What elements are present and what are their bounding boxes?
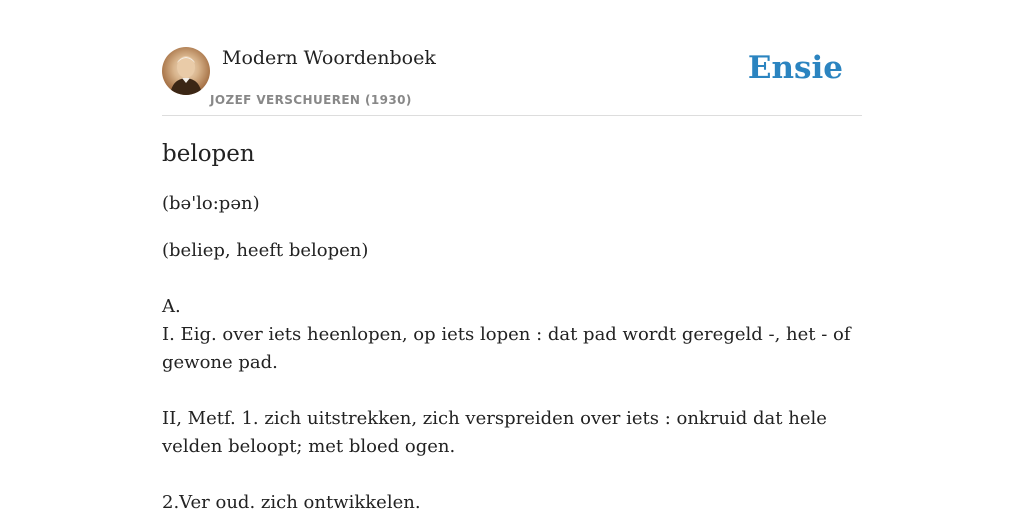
definition-section-ii <box>162 405 862 461</box>
entry-headword: belopen <box>162 141 255 167</box>
definition-text: I. Eig. over iets heenlopen, op iets lopen : dat pad wordt geregeld -, het - of gewone pad. <box>162 324 851 373</box>
entry-definition <box>162 293 862 512</box>
definition-text: 2.Ver oud. zich ontwikkelen. <box>162 492 421 512</box>
definition-section-a <box>162 293 862 377</box>
entry-forms: (beliep, heeft belopen) <box>162 240 369 261</box>
dictionary-header <box>162 46 862 116</box>
definition-section-2 <box>162 489 862 512</box>
section-label: A. <box>162 296 181 317</box>
author-avatar[interactable] <box>162 47 210 95</box>
ensie-logo[interactable]: Ensie <box>747 50 843 86</box>
book-author: JOZEF VERSCHUEREN (1930) <box>210 93 412 107</box>
entry-pronunciation: (bə'lo:pən) <box>162 193 260 214</box>
author-portrait-icon <box>162 47 210 95</box>
definition-text: II, Metf. 1. zich uitstrekken, zich verspreiden over iets : onkruid dat hele velden beloopt; met bloed ogen. <box>162 408 827 457</box>
book-title[interactable]: Modern Woordenboek <box>222 47 436 69</box>
entry-content <box>162 138 862 512</box>
